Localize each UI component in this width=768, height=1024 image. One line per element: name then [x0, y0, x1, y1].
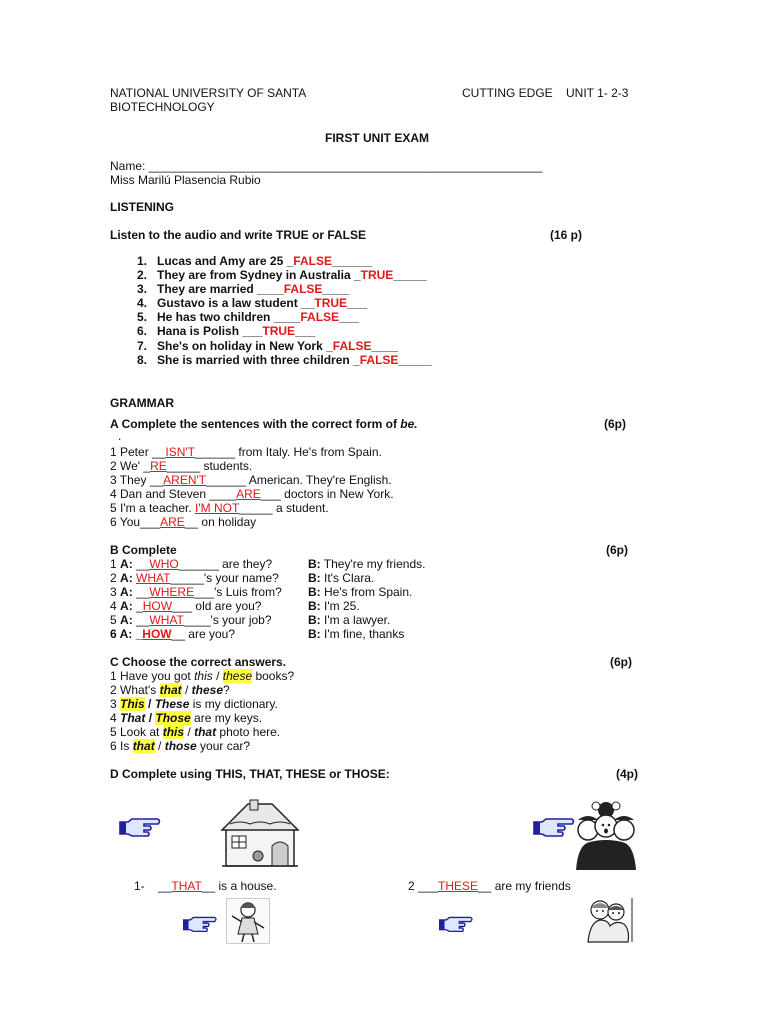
list-item: 5 I'm a teacher. I'M NOT_____ a student.	[110, 501, 329, 515]
answer-text: ARE	[236, 487, 261, 501]
list-item: 1 Have you got this / these books?	[110, 669, 295, 683]
answer-text: WHAT	[149, 613, 184, 627]
list-item: 5 A: __WHAT____'s your job?	[110, 613, 272, 627]
section-b-points: (6p)	[606, 543, 628, 557]
highlighted-answer: Those	[155, 711, 191, 725]
list-item: 3 They __AREN'T______ American. They're English.	[110, 473, 392, 487]
couple-picture	[580, 896, 634, 944]
answer-text: WHAT	[136, 571, 171, 585]
answer-text: TRUE	[360, 268, 394, 283]
section-d-heading: D Complete using THIS, THAT, THESE or THOSE:	[110, 767, 390, 781]
answer-text: RE	[150, 459, 167, 473]
reply-text: B: I'm fine, thanks	[308, 627, 405, 641]
section-a-points: (6p)	[604, 417, 626, 431]
friends-picture	[574, 798, 638, 872]
reply-text: B: It's Clara.	[308, 571, 375, 585]
list-item: 2 What's that / these?	[110, 683, 230, 697]
answer-text: FALSE	[293, 254, 332, 268]
highlighted-answer: This	[120, 697, 145, 711]
list-item: 4 That / Those are my keys.	[110, 711, 263, 725]
list-item: 6 You___ARE__ on holiday	[110, 515, 257, 529]
answer-text: TRUE	[262, 324, 296, 339]
answer-text: THAT	[171, 879, 202, 893]
list-item: 1 Peter __ISN'T______ from Italy. He's from Spain.	[110, 445, 382, 459]
answer-text: FALSE	[332, 338, 372, 353]
exam-title: FIRST UNIT EXAM	[325, 131, 429, 145]
listening-instruction: Listen to the audio and write TRUE or FALSE	[110, 228, 367, 242]
highlighted-answer: these	[222, 669, 253, 683]
list-item: 6 A: _HOW__ are you?	[110, 627, 235, 641]
list-item: 4 Dan and Steven ____ARE___ doctors in New York.	[110, 487, 394, 501]
pointing-hand-icon	[438, 913, 474, 935]
pointing-hand-icon	[182, 913, 218, 935]
answer-text: HOW	[142, 599, 173, 613]
pointing-hand-icon	[532, 814, 576, 840]
section-c-points: (6p)	[610, 655, 632, 669]
list-item: 1- __THAT__ is a house.	[134, 879, 277, 893]
answer-text: THESE	[438, 879, 479, 893]
listening-heading: LISTENING	[110, 200, 175, 214]
highlighted-answer: this	[162, 725, 185, 739]
listening-points: (16 p)	[550, 228, 583, 242]
list-item: 2 ___THESE__ are my friends	[408, 879, 571, 893]
section-b-heading: B Complete	[110, 543, 177, 557]
highlighted-answer: that	[132, 739, 155, 753]
girl-picture	[226, 898, 270, 944]
course-unit: CUTTING EDGE UNIT 1- 2-3	[462, 86, 629, 100]
highlighted-answer: that	[159, 683, 182, 697]
list-item: 2 A: WHAT_____'s your name?	[110, 571, 279, 585]
grammar-heading: GRAMMAR	[110, 396, 174, 410]
answer-text: WHERE	[149, 585, 195, 599]
university-name: NATIONAL UNIVERSITY OF SANTA	[110, 86, 307, 100]
reply-text: B: I'm 25.	[308, 599, 360, 613]
answer-text: FALSE	[300, 310, 340, 325]
answer-text: FALSE	[283, 282, 323, 297]
answer-text: WHO	[149, 557, 179, 571]
answer-text: FALSE	[359, 352, 399, 367]
house-picture	[220, 798, 300, 870]
teacher-name: Miss Marilú Plasencia Rubio	[110, 173, 261, 187]
list-item: 2 We' _RE_____ students.	[110, 459, 253, 473]
section-d-points: (4p)	[616, 767, 638, 781]
answer-text: ISN'T	[165, 445, 195, 459]
list-item: 6 Is that / those your car?	[110, 739, 251, 753]
answer-text: I'M NOT	[195, 501, 240, 515]
list-item: 4 A: _HOW___ old are you?	[110, 599, 262, 613]
answer-text: HOW	[142, 627, 172, 641]
answer-text: AREN'T	[163, 473, 207, 487]
section-a-instruction: A Complete the sentences with the correct form of be.	[110, 417, 418, 431]
reply-text: B: He's from Spain.	[308, 585, 413, 599]
name-field: Name: ___________________________________________________________	[110, 159, 543, 173]
section-c-heading: C Choose the correct answers.	[110, 655, 287, 669]
section-a-dot: .	[118, 429, 122, 443]
list-item: 5 Look at this / that photo here.	[110, 725, 281, 739]
list-item: 3 A: __WHERE___'s Luis from?	[110, 585, 282, 599]
reply-text: B: They're my friends.	[308, 557, 426, 571]
reply-text: B: I'm a lawyer.	[308, 613, 391, 627]
pointing-hand-icon	[118, 814, 162, 840]
list-item: 3 This / These is my dictionary.	[110, 697, 278, 711]
university-name-line2: BIOTECHNOLOGY	[110, 100, 215, 114]
list-item: 1 A: __WHO______ are they?	[110, 557, 273, 571]
answer-text: TRUE	[314, 296, 348, 311]
answer-text: ARE	[160, 515, 185, 529]
